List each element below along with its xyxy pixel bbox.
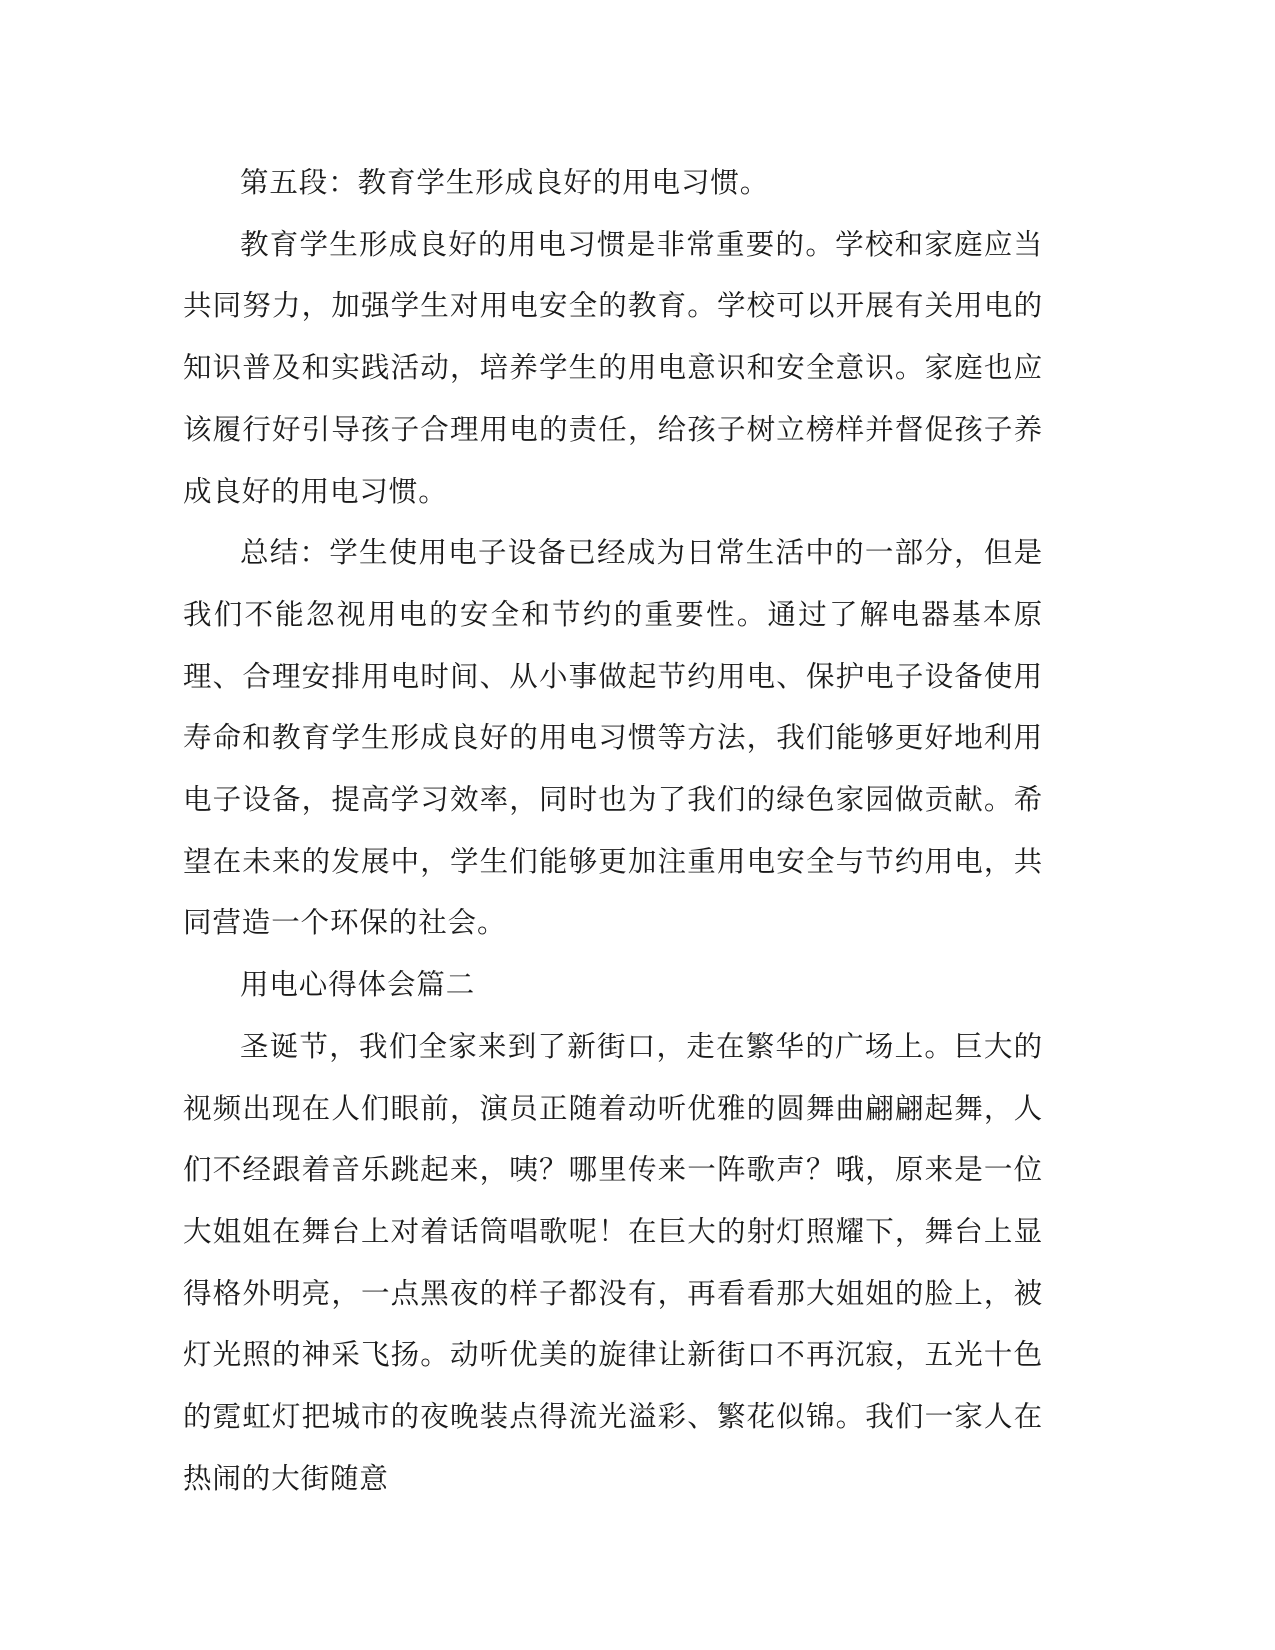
document-body	[183, 152, 1043, 1509]
paragraph-christmas: 圣诞节，我们全家来到了新街口，走在繁华的广场上。巨大的视频出现在人们眼前，演员正随着动听优雅的圆舞曲翩翩起舞，人们不经跟着音乐跳起来，咦？哪里传来一阵歌声？哦，原来是一位大姐姐在舞台上对着话筒唱歌呢！在巨大的射灯照耀下，舞台上显得格外明亮，一点黑夜的样子都没有，再看看那大姐姐的脸上，被灯光照的神采飞扬。动听优美的旋律让新街口不再沉寂，五光十色的霓虹灯把城市的夜晚装点得流光溢彩、繁花似锦。我们一家人在热闹的大街随意	[183, 1029, 1043, 1495]
paragraph-summary: 总结：学生使用电子设备已经成为日常生活中的一部分，但是我们不能忽视用电的安全和节约的重要性。通过了解电器基本原理、合理安排用电时间、从小事做起节约用电、保护电子设备使用寿命和教育学生形成良好的用电习惯等方法，我们能够更好地利用电子设备，提高学习效率，同时也为了我们的绿色家园做贡献。希望在未来的发展中，学生们能够更加注重用电安全与节约用电，共同营造一个环保的社会。	[183, 536, 1043, 940]
paragraph-habits: 教育学生形成良好的用电习惯是非常重要的。学校和家庭应当共同努力，加强学生对用电安全的教育。学校可以开展有关用电的知识普及和实践活动，培养学生的用电意识和安全意识。家庭也应该履行好引导孩子合理用电的责任，给孩子树立榜样并督促孩子养成良好的用电习惯。	[183, 227, 1043, 508]
section-heading-five: 第五段：教育学生形成良好的用电习惯。	[240, 166, 770, 199]
article-title-part-two: 用电心得体会篇二	[240, 968, 476, 1002]
